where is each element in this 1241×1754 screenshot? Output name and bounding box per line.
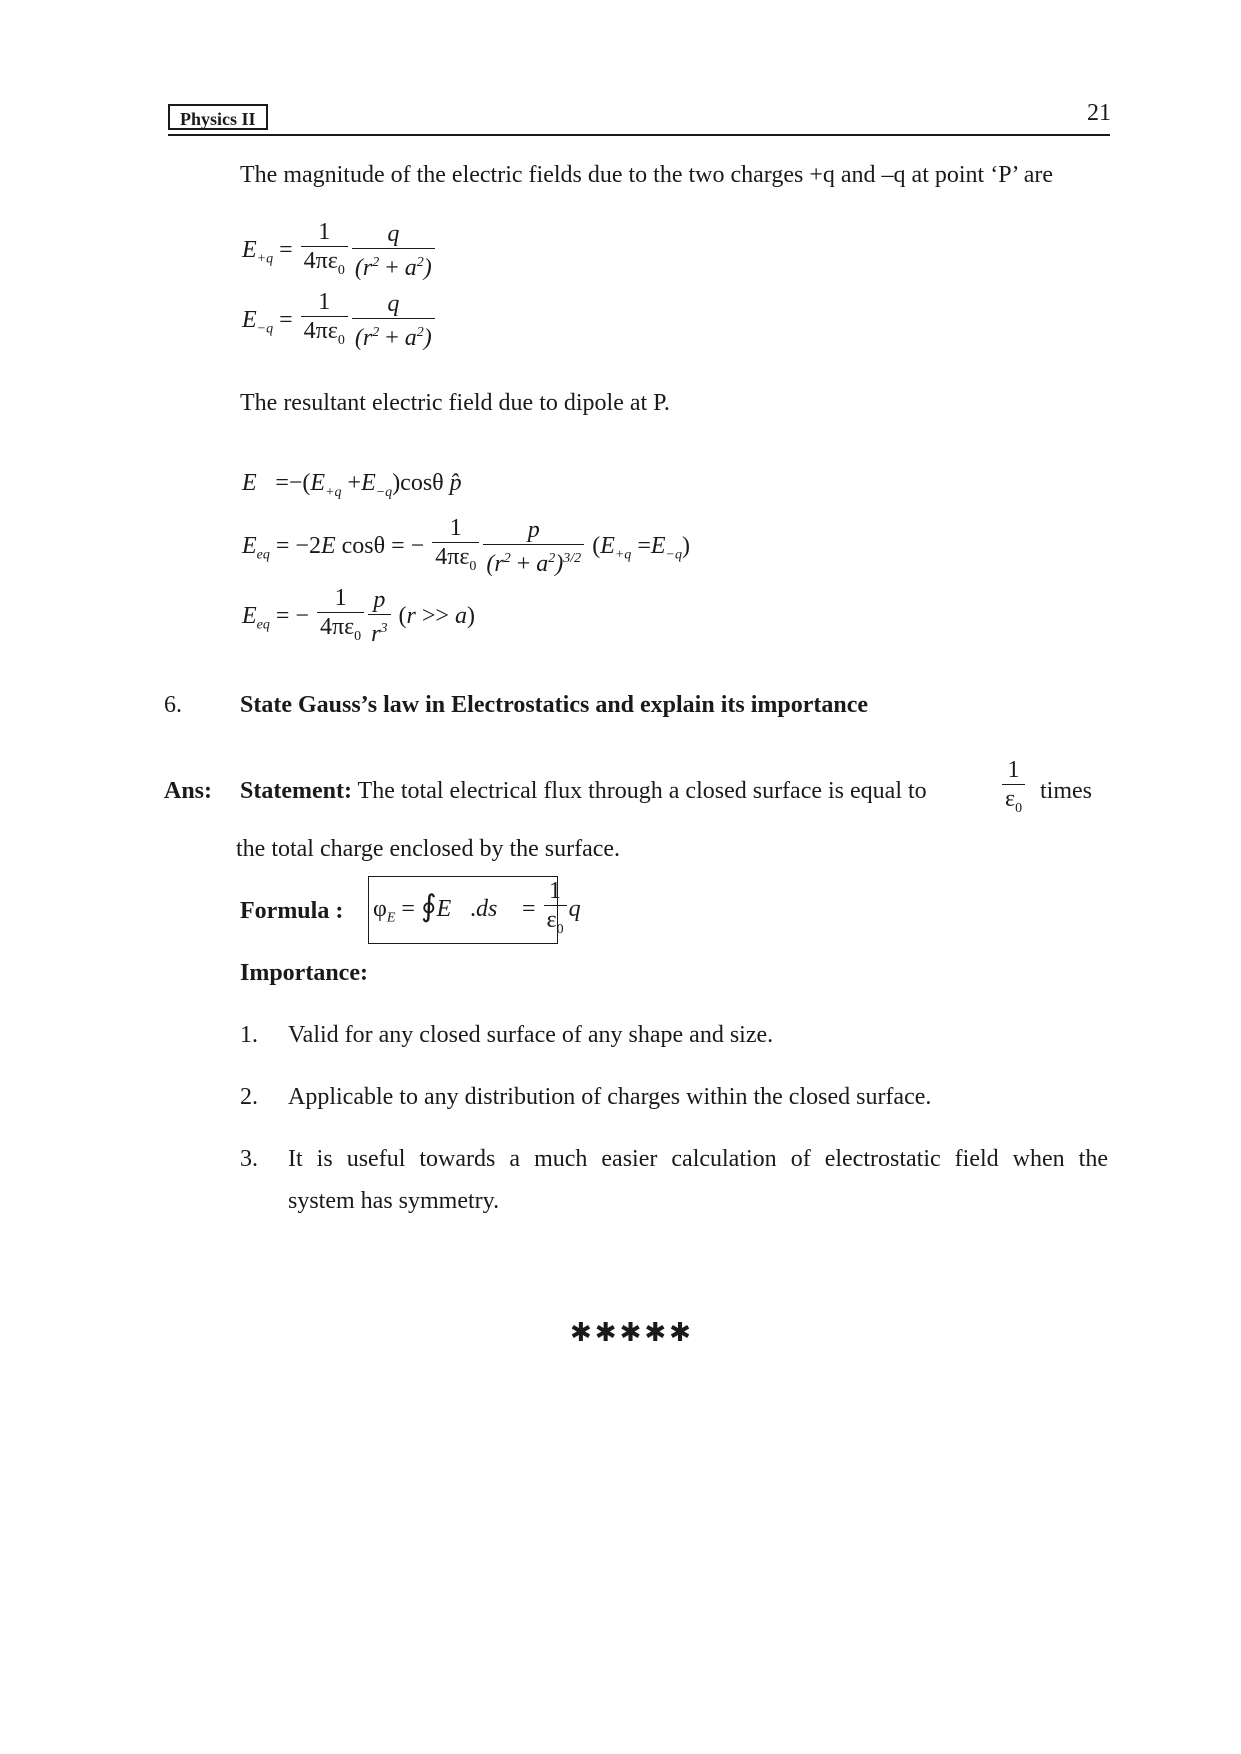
resultant-paragraph: The resultant electric field due to dipole at P. <box>240 390 670 416</box>
point-number-3: 3. <box>240 1146 258 1172</box>
gauss-formula: $\varphi_E$ = ∮E⃗.ds⃗ = $\frac{1}{\varepsilon_0}$ q <box>373 877 581 937</box>
subject-badge: Physics II <box>168 104 268 130</box>
gauss-formula-box <box>368 876 581 944</box>
intro-paragraph: The magnitude of the electric fields due to the two charges +q and –q at point ‘P’ are <box>240 162 1054 188</box>
point-text-1: Valid for any closed surface of any shape and size. <box>288 1022 774 1048</box>
statement-line <box>240 776 927 806</box>
equation-e-minus-q: $E_{-q}$ = $\frac{1}{4\pi\varepsilon_0}$ $\frac{q}{(r^2 + a^2)}$ <box>242 288 437 355</box>
end-of-section-mark: ✱✱✱✱✱ <box>570 1318 694 1347</box>
equation-e-eq-full: $E_{eq} = -2E$ cosθ = − $\frac{1}{4\pi\varepsilon_0}$ $\frac{p}{(r^2 + a^2)^{3/2}}$ $(E_{+q} =E_{-q})$ <box>242 515 690 578</box>
answer-label: Ans: <box>164 778 213 804</box>
one-over-epsilon: $\frac{1}{\varepsilon_0}$ <box>1000 756 1027 823</box>
point-text-3-cont: system has symmetry. <box>288 1188 500 1214</box>
statement-continuation: the total charge enclosed by the surface. <box>236 836 621 862</box>
page-number: 21 <box>1087 100 1111 126</box>
statement-label: Statement: <box>240 778 352 804</box>
question-text: State Gauss’s law in Electrostatics and explain its importance <box>240 692 868 718</box>
equation-vector-e: $E⃗=-(E_{+q} +E_{-q})\cos\theta$ p̂ <box>242 470 462 500</box>
point-number-1: 1. <box>240 1022 258 1048</box>
point-text-2: Applicable to any distribution of charges within the closed surface. <box>288 1084 932 1110</box>
statement-times: times <box>1040 778 1092 804</box>
statement-text: The total electrical flux through a closed surface is equal to <box>357 778 927 804</box>
point-number-2: 2. <box>240 1084 258 1110</box>
point-text-3: It is useful towards a much easier calculation of electrostatic field when the <box>288 1146 1108 1172</box>
importance-label: Importance: <box>240 960 368 986</box>
header-rule <box>168 134 1110 136</box>
equation-e-plus-q: $E_{+q}$ = $\frac{1}{4\pi\varepsilon_0}$ $\frac{q}{(r^2 + a^2)}$ <box>242 218 437 285</box>
formula-label: Formula : <box>240 898 344 924</box>
question-number: 6. <box>164 692 182 718</box>
equation-e-eq-approx: $E_{eq}$ = − $\frac{1}{4\pi\varepsilon_0}$ $\frac{p}{r^3}$ (r >> a) <box>242 585 475 648</box>
